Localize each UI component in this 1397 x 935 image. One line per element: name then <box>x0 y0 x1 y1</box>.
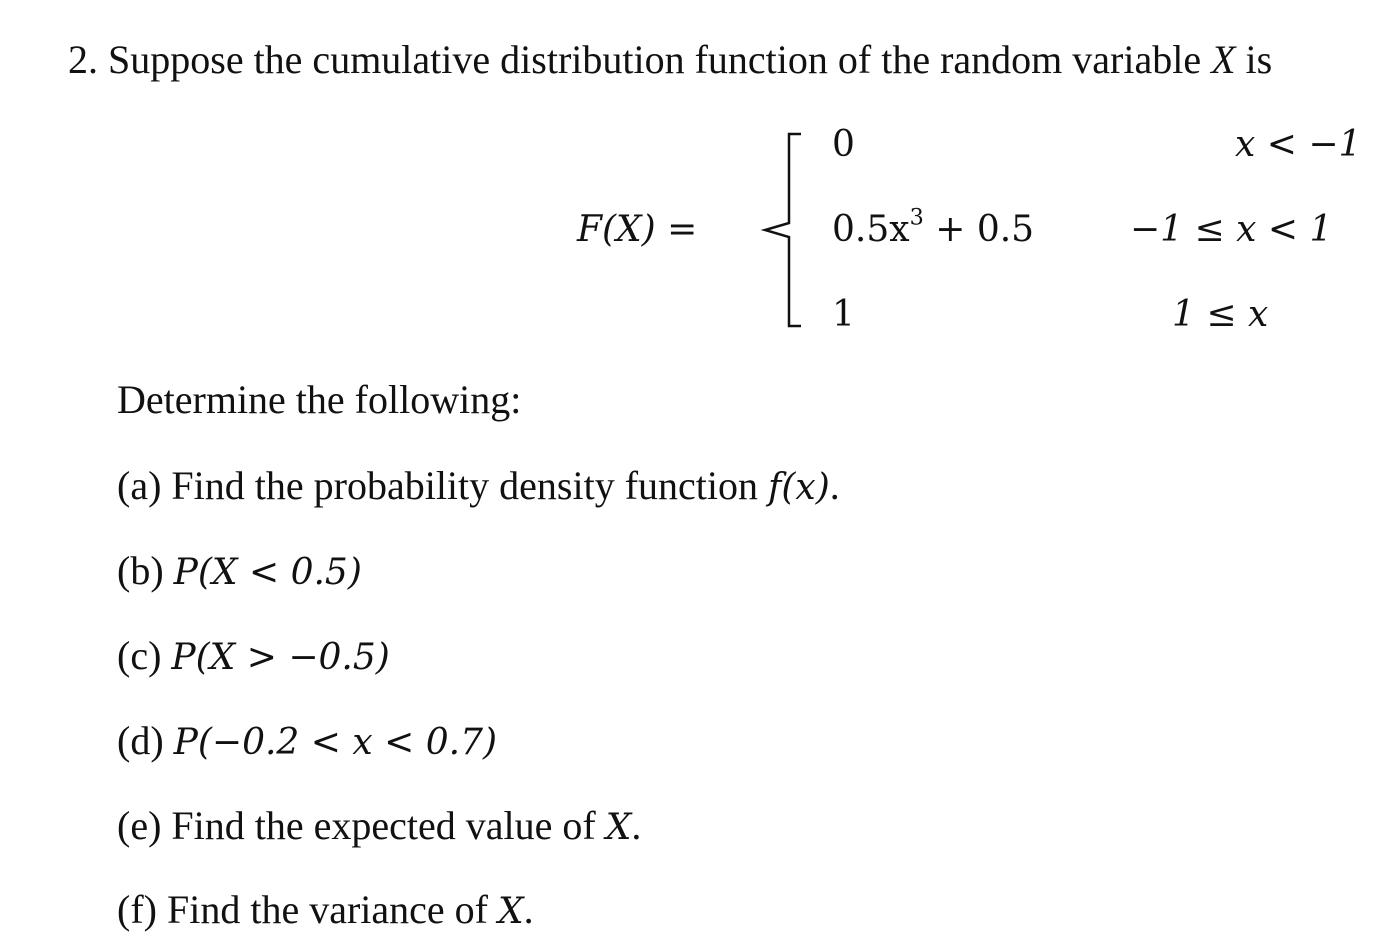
case-2-condition: −1 ≤ x < 1 <box>1130 209 1333 250</box>
part-e-math: X <box>605 807 632 848</box>
part-e-label: (e) <box>117 803 162 848</box>
part-e-period: . <box>631 803 642 848</box>
part-c-label: (c) <box>117 633 162 678</box>
part-f-math: X <box>497 891 524 932</box>
part-a-period: . <box>829 463 840 508</box>
part-a-text: Find the probability density function <box>171 463 759 508</box>
part-e <box>117 803 642 848</box>
part-a-math: f(x) <box>768 467 830 508</box>
case-3-condition: 1 ≤ x <box>1172 294 1269 335</box>
random-variable-symbol: X <box>1211 37 1236 82</box>
part-b-label: (b) <box>117 548 164 593</box>
problem-statement <box>68 37 1273 82</box>
case-1-expression: 0 <box>832 124 855 165</box>
part-f-text: Find the variance of <box>166 887 488 932</box>
part-d <box>117 718 498 763</box>
part-b <box>117 548 362 593</box>
case-1-condition: x < −1 <box>1235 124 1362 165</box>
part-a-label: (a) <box>117 463 162 508</box>
problem-number: 2. <box>68 37 98 82</box>
piecewise-brace <box>755 128 815 333</box>
part-d-math: P(−0.2 < x < 0.7) <box>173 722 498 763</box>
problem-intro-end: is <box>1245 37 1273 82</box>
problem-intro: Suppose the cumulative distribution function of the random variable <box>108 37 1202 82</box>
case-2-expr-tail: + 0.5 <box>923 209 1035 250</box>
part-c <box>117 633 390 678</box>
part-e-text: Find the expected value of <box>171 803 596 848</box>
part-c-math: P(X > −0.5) <box>171 637 390 678</box>
instructions: Determine the following: <box>117 377 522 422</box>
case-2-expression <box>832 204 1035 250</box>
part-f-label: (f) <box>117 887 157 932</box>
case-3-expression: 1 <box>832 294 855 335</box>
case-2-expr-base: 0.5x <box>832 209 910 250</box>
part-f-period: . <box>523 887 534 932</box>
part-d-label: (d) <box>117 718 164 763</box>
part-f <box>117 887 534 932</box>
part-b-math: P(X < 0.5) <box>173 552 362 593</box>
cdf-lhs-text: F(X) = <box>577 209 698 250</box>
cdf-lhs <box>577 209 698 250</box>
case-2-expr-exponent: 3 <box>909 204 924 231</box>
part-a <box>117 463 840 508</box>
